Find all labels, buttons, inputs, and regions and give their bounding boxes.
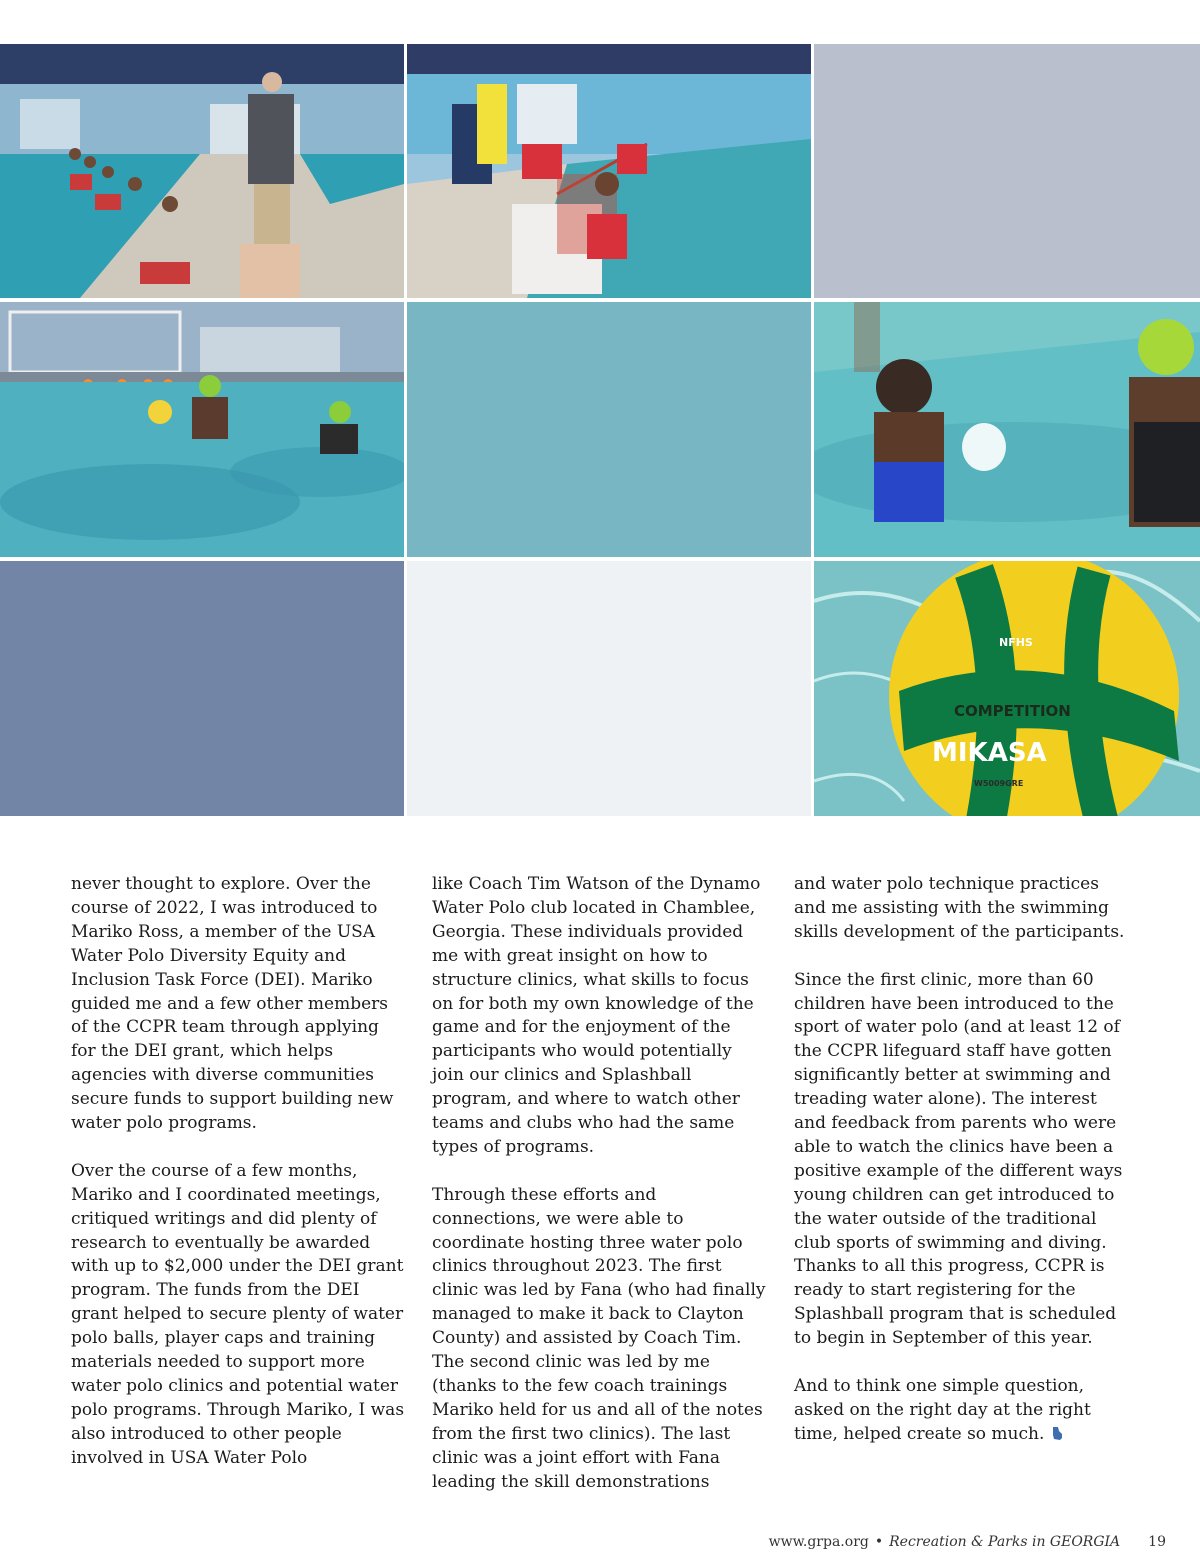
footer-url: www.grpa.org — [768, 1534, 869, 1550]
footer-separator: • — [874, 1534, 884, 1550]
paragraph: Through these efforts and connections, we were able to coordinate hosting three water polo clinics throughout 2023. The first clinic was led by Fana (who had finally managed to make it back to Clayton County) and assisted by Coach Tim. The second clinic was led by me (thanks to the few coach trainings Mariko held for us and all of the notes from the first two clinics). The last clinic was a joint effort with Fana leading the skill demonstrations — [432, 1184, 766, 1492]
paragraph: Over the course of a few months, Mariko and I coordinated meetings, critiqued writings and did plenty of research to eventually be awarded with up to $2,000 under the DEI grant program. The funds from the DEI grant helped to secure plenty of water polo balls, player caps and training materials needed to support more water polo clinics and potential water polo programs. Through Mariko, I was also introduced to other people involved in USA Water Polo — [71, 1160, 405, 1468]
ball-label-text: COMPETITION — [954, 702, 1071, 720]
photo-players-adjusting-caps — [814, 302, 1200, 557]
article-column-1 — [71, 873, 407, 1471]
color-block-pale — [407, 561, 811, 816]
paragraph: never thought to explore. Over the course of 2022, I was introduced to Mariko Ross, a member of the USA Water Polo Diversity Equity and Inclusion Task Force (DEI). Mariko guided me and a few other members of the CCPR team through applying for the DEI grant, which helps agencies with diverse communities secure funds to support building new water polo programs. — [71, 874, 394, 1134]
page-footer — [769, 1532, 1166, 1552]
paragraph: and water polo technique practices and me assisting with the swimming skills development of the participants. — [794, 874, 1125, 942]
paragraph-text: And to think one simple question, asked on the right day at the right time, helped create so much. — [794, 1376, 1091, 1444]
photo-players-with-ball-in-pool — [0, 302, 404, 557]
color-block-grey — [814, 44, 1200, 298]
photo-coach-instructs-lifeguards — [0, 44, 404, 298]
closing-paragraph — [794, 1375, 1130, 1447]
color-block-slate — [0, 561, 404, 816]
page-number: 19 — [1148, 1534, 1166, 1550]
georgia-end-mark-icon — [1052, 1424, 1063, 1437]
photo-water-polo-ball — [814, 561, 1200, 816]
footer-magazine-title: Recreation & Parks in GEORGIA — [889, 1534, 1121, 1550]
ball-model-text: W5009GRE — [974, 779, 1024, 788]
ball-brand-text: MIKASA — [932, 738, 1047, 768]
paragraph: like Coach Tim Watson of the Dynamo Water Polo club located in Chamblee, Georgia. These individuals provided me with great insight on how to structure clinics, what skills to focus on for both my own knowledge of the game and for the enjoyment of the participants who would potentially join our clinics and Splashball program, and where to watch other teams and clubs who had the same types of programs. — [432, 874, 761, 1157]
color-block-teal — [407, 302, 811, 557]
photo-participants-with-splashball-goal — [407, 44, 811, 298]
article-column-3 — [794, 873, 1130, 1447]
paragraph: Since the first clinic, more than 60 children have been introduced to the sport of water polo (and at least 12 of the CCPR lifeguard staff have gotten significantly better at swimming and treading water alone). The interest and feedback from parents who were able to watch the clinics have been a positive example of the different ways young children can get introduced to the water outside of the traditional club sports of swimming and diving. Thanks to all this progress, CCPR is ready to start registering for the Splashball program that is scheduled to begin in September of this year. — [794, 969, 1123, 1349]
ball-badge-text: NFHS — [999, 636, 1033, 649]
article-column-2 — [432, 873, 768, 1495]
